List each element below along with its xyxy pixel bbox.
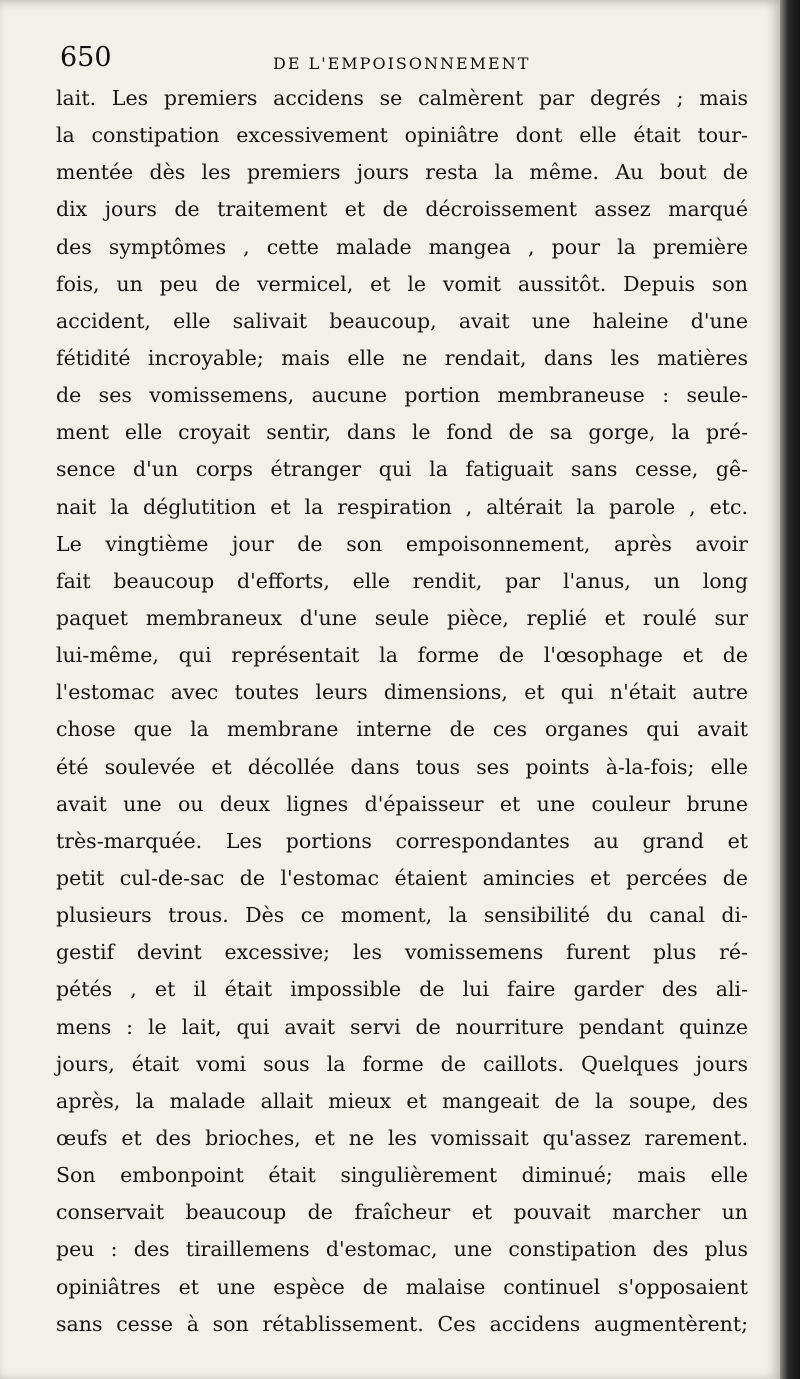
text-line: accident, elle salivait beaucoup, avait une haleine d'une	[56, 308, 748, 333]
text-line: fois, un peu de vermicel, et le vomit aussitôt. Depuis son	[56, 271, 748, 296]
text-line: Son embonpoint était singulièrement diminué; mais elle	[56, 1163, 748, 1188]
running-title: DE L'EMPOISONNEMENT	[273, 54, 531, 73]
text-line: chose que la membrane interne de ces organes qui avait	[56, 717, 748, 742]
page-edge-shadow	[780, 0, 800, 1379]
text-line: sans cesse à son rétablissement. Ces accidens augmentèrent;	[56, 1311, 748, 1336]
text-line: lait. Les premiers accidens se calmèrent par degrés ; mais	[56, 86, 748, 110]
text-line: conservait beaucoup de fraîcheur et pouvait marcher un	[56, 1200, 748, 1225]
text-line: fétidité incroyable; mais elle ne rendait, dans les matières	[56, 345, 748, 370]
text-line: mens : le lait, qui avait servi de nourriture pendant quinze	[56, 1014, 748, 1039]
text-line: de ses vomissemens, aucune portion membraneuse : seule-	[56, 383, 748, 408]
text-line: été soulevée et décollée dans tous ses points à-la-fois; elle	[56, 754, 748, 779]
page-number: 650	[60, 42, 112, 73]
page-header	[60, 42, 750, 82]
text-line: paquet membraneux d'une seule pièce, replié et roulé sur	[56, 605, 748, 630]
text-line: jours, était vomi sous la forme de caillots. Quelques jours	[56, 1051, 748, 1076]
text-line: des symptômes , cette malade mangea , pour la première	[56, 234, 748, 259]
text-line: peu : des tiraillemens d'estomac, une constipation des plus	[56, 1237, 748, 1262]
text-line: plusieurs trous. Dès ce moment, la sensibilité du canal di-	[56, 903, 748, 928]
text-line: la constipation excessivement opiniâtre dont elle était tour-	[56, 123, 748, 148]
text-line: sence d'un corps étranger qui la fatiguait sans cesse, gê-	[56, 457, 748, 482]
text-line: œufs et des brioches, et ne les vomissait qu'assez rarement.	[56, 1125, 748, 1150]
text-line: opiniâtres et une espèce de malaise continuel s'opposaient	[56, 1274, 748, 1299]
text-line: lui-même, qui représentait la forme de l'œsophage et de	[56, 643, 748, 668]
text-line: pétés , et il était impossible de lui faire garder des ali-	[56, 977, 748, 1002]
text-line: l'estomac avec toutes leurs dimensions, et qui n'était autre	[56, 680, 748, 705]
text-line: Le vingtième jour de son empoisonnement, après avoir	[56, 531, 748, 556]
text-line: dix jours de traitement et de décroissement assez marqué	[56, 197, 748, 222]
text-line: gestif devint excessive; les vomissemens furent plus ré-	[56, 940, 748, 965]
text-line: très-marquée. Les portions correspondantes au grand et	[56, 828, 748, 853]
text-line: après, la malade allait mieux et mangeait de la soupe, des	[56, 1088, 748, 1113]
text-line: ment elle croyait sentir, dans le fond de sa gorge, la pré-	[56, 420, 748, 445]
text-line: petit cul-de-sac de l'estomac étaient amincies et percées de	[56, 865, 748, 890]
text-line: nait la déglutition et la respiration , altérait la parole , etc.	[56, 494, 748, 519]
body-text	[56, 80, 748, 1343]
text-line: fait beaucoup d'efforts, elle rendit, par l'anus, un long	[56, 568, 748, 593]
text-line: avait une ou deux lignes d'épaisseur et une couleur brune	[56, 791, 748, 816]
text-line: mentée dès les premiers jours resta la même. Au bout de	[56, 160, 748, 185]
